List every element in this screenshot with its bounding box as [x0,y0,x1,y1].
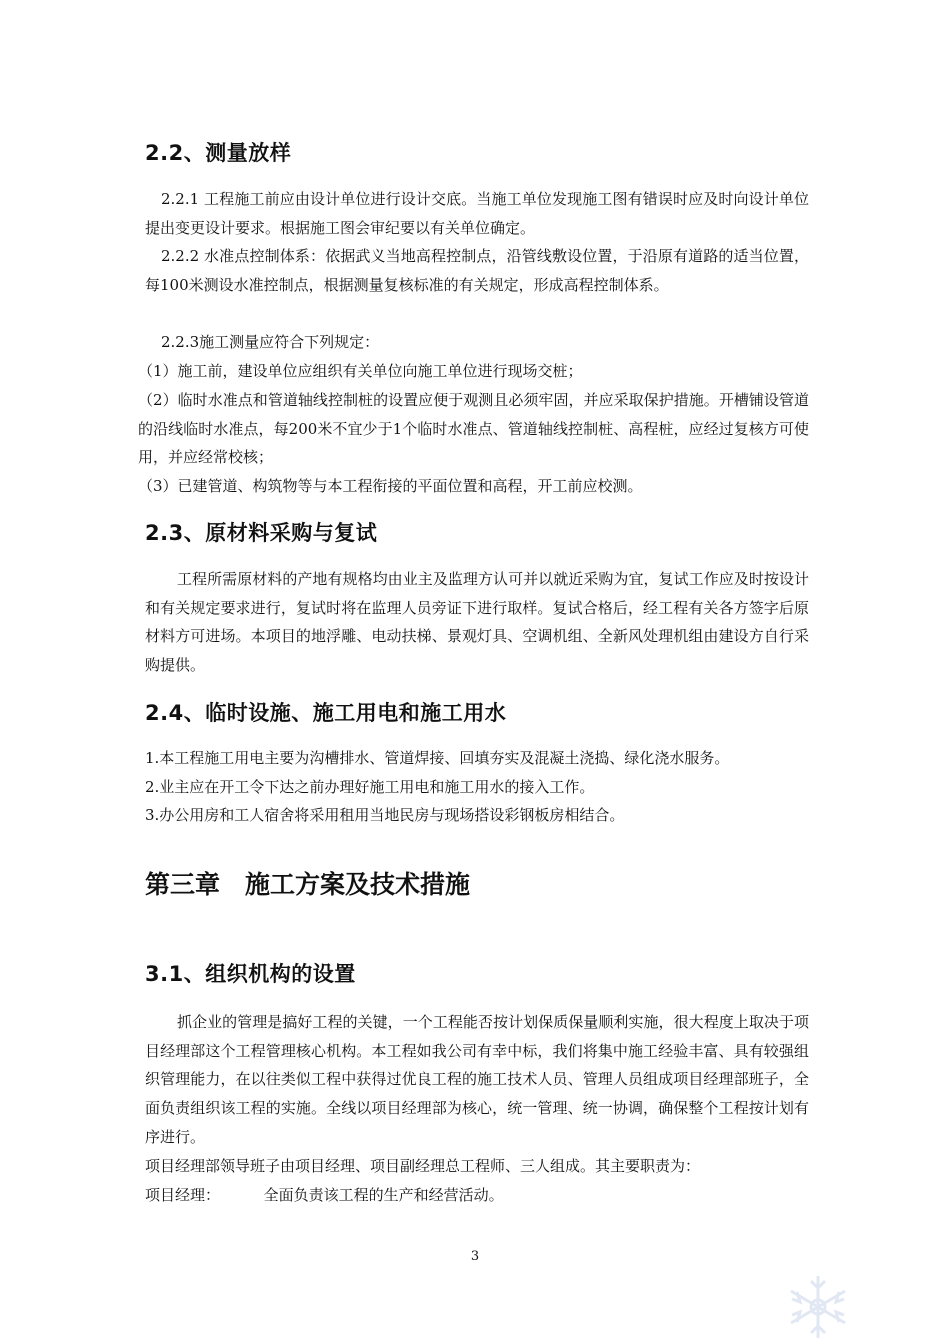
section-2-4-heading: 2.4、临时设施、施工用电和施工用水 [145,701,507,725]
page-number: 3 [470,1249,480,1264]
section-2-3-paragraph: 工程所需原材料的产地有规格均由业主及监理方认可并以就近采购为宜，复试工作应及时按设计和有关规定要求进行，复试时将在监理人员旁证下进行取样。复试合格后，经工程有关各方签字后原材料方可进场。本项目的地浮雕、电动扶梯、景观灯具、空调机组、全新风处理机组由建设方自行采购提供。 [145,570,809,675]
list-item: 1.本工程施工用电主要为沟槽排水、管道焊接、回填夯实及混凝土浇捣、绿化浇水服务。 [145,749,730,767]
section-2-3-heading: 2.3、原材料采购与复试 [145,521,378,545]
list-item: 2.业主应在开工令下达之前办理好施工用电和施工用水的接入工作。 [145,778,595,796]
chapter-3-heading: 第三章 施工方案及技术措施 [145,870,471,899]
project-manager-label: 项目经理： [145,1186,221,1204]
project-manager-duty-line [145,1181,504,1210]
section-2-2-2-paragraph: 2.2.2 水准点控制体系：依据武义当地高程控制点，沿管线敷设位置，于沿原有道路的适当位置，每100米测设水准控制点，根据测量复核标准的有关规定，形成高程控制体系。 [145,247,809,294]
section-2-2-3-paragraph: 2.2.3施工测量应符合下列规定： [161,333,380,351]
section-3-1-leadership-line: 项目经理部领导班子由项目经理、项目副经理总工程师、三人组成。其主要职责为： [145,1157,701,1175]
list-item: （3）已建管道、构筑物等与本工程衔接的平面位置和高程，开工前应校测。 [138,477,643,495]
section-3-1-paragraph: 抓企业的管理是搞好工程的关键，一个工程能否按计划保质保量顺利实施，很大程度上取决于项目经理部这个工程管理核心机构。本工程如我公司有幸中标，我们将集中施工经验丰富、具有较强组织管理能力，在以往类似工程中获得过优良工程的施工技术人员、管理人员组成项目经理部班子，全面负责组织该工程的实施。全线以项目经理部为核心，统一管理、统一协调，确保整个工程按计划有序进行。 [145,1013,809,1146]
list-item: 3.办公用房和工人宿舍将采用租用当地民房与现场搭设彩钢板房相结合。 [145,806,625,824]
list-item: （2）临时水准点和管道轴线控制桩的设置应便于观测且必须牢固，并应采取保护措施。开槽铺设管道的沿线临时水准点，每200米不宜少于1个临时水准点、管道轴线控制桩、高程桩，应经过复核方可使用，并应经常校核； [138,391,809,467]
list-item: （1）施工前，建设单位应组织有关单位向施工单位进行现场交桩； [138,362,583,380]
section-2-2-1-paragraph: 2.2.1 工程施工前应由设计单位进行设计交底。当施工单位发现施工图有错误时应及时向设计单位提出变更设计要求。根据施工图会审纪要以有关单位确定。 [145,190,809,237]
section-2-2-heading: 2.2、测量放样 [145,141,292,165]
project-manager-duty-text: 全面负责该工程的生产和经营活动。 [263,1186,504,1204]
snowflake-logo-icon [783,1272,853,1342]
section-3-1-heading: 3.1、组织机构的设置 [145,962,356,986]
